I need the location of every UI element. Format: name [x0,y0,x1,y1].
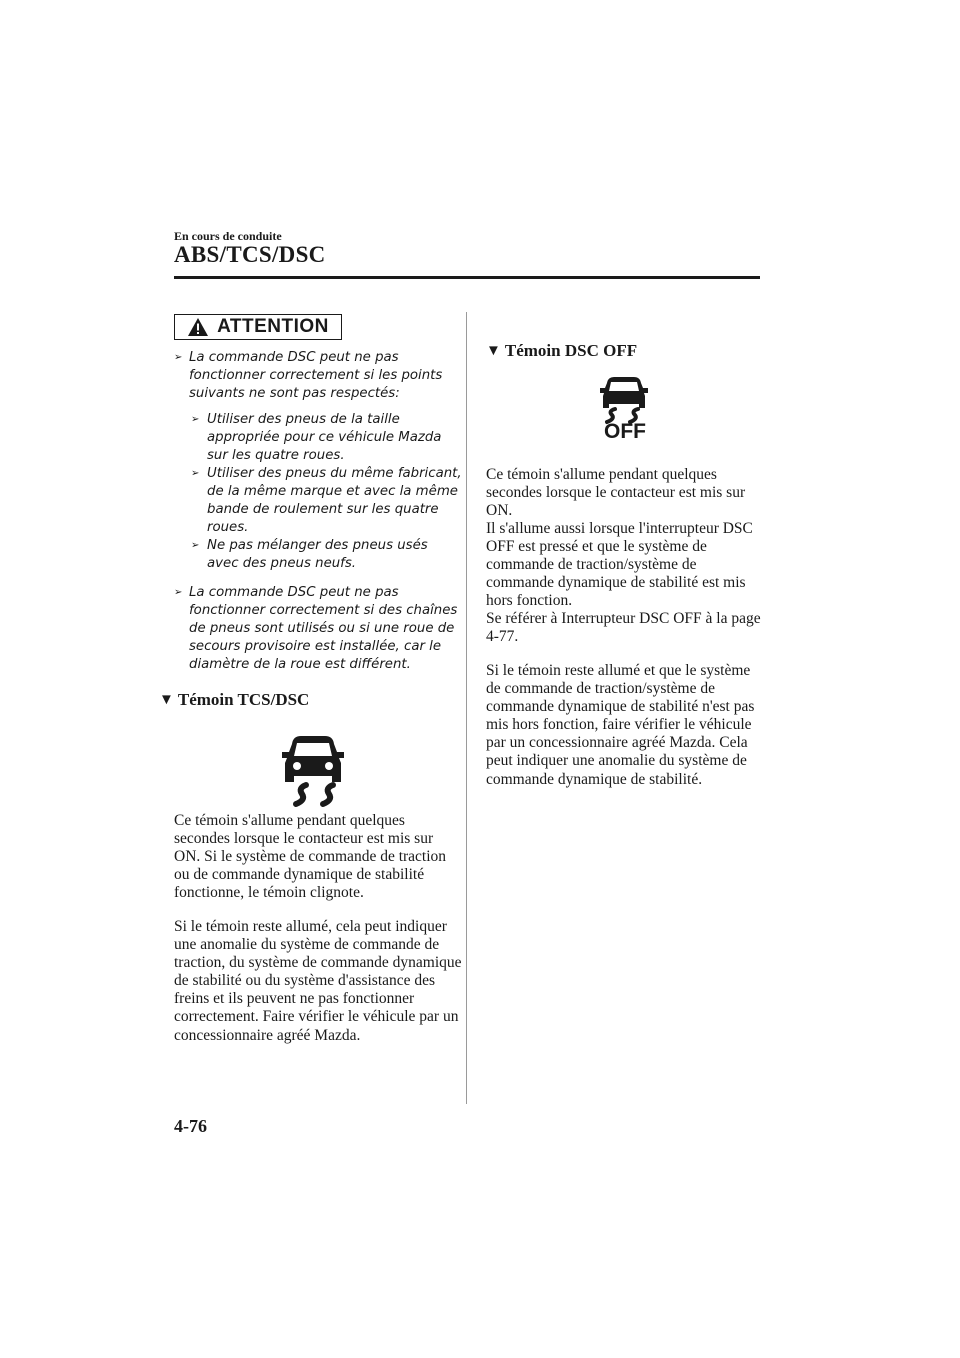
attention-bullets [174,349,462,674]
dsc-off-heading [486,341,637,361]
attention-sub-bullet [191,465,462,537]
heading-marker-icon: ▼ [159,691,174,708]
attention-sub-bullet [191,411,462,465]
column-divider [466,312,467,1104]
bullet-text: Ne pas mélanger des pneus usés avec des pneus neufs. [207,538,428,571]
dsc-off-icon-text: OFF [604,420,646,440]
dsc-off-paragraph-4: Si le témoin reste allumé et que le système de commande de traction/système de commande dynamique de stabilité n'est pas mis hors fonction, faire vérifier le véhicule par un concessionnaire agréé Mazda. Cela peut indiquer une anomalie du système de commande dynamique de stabilité. [486,662,755,788]
attention-bullet [174,349,462,403]
attention-banner [174,314,342,340]
page-title: ABS/TCS/DSC [174,242,326,267]
bullet-arrow-icon: ➢ [191,414,200,425]
bullet-text: Utiliser des pneus de la taille appropriée pour ce véhicule Mazda sur les quatre roues. [207,412,442,463]
bullet-arrow-icon: ➢ [174,587,183,598]
dsc-off-paragraph-2: Il s'allume aussi lorsque l'interrupteur DSC OFF est pressé et que le système de commande de traction/système de commande dynamique de stabilité est mis hors fonction. [486,520,753,610]
warning-triangle-icon [187,317,209,337]
tcs-dsc-indicator-icon [276,730,350,808]
dsc-off-paragraph-1: Ce témoin s'allume pendant quelques secondes lorsque le contacteur est mis sur ON. [486,466,746,520]
attention-label: ATTENTION [217,316,329,337]
bullet-text: La commande DSC peut ne pas fonctionner correctement si des chaînes de pneus sont utilisés ou si une roue de secours provisoire est installée, car le diamètre de la roue est différent. [189,585,458,672]
header-rule [174,276,760,279]
tcs-dsc-paragraph-1: Ce témoin s'allume pendant quelques secondes lorsque le contacteur est mis sur ON. Si le système de commande de traction ou de commande dynamique de stabilité fonctionne, le témoin clignote. [174,812,447,902]
bullet-arrow-icon: ➢ [191,468,200,479]
bullet-text: Utiliser des pneus du même fabricant, de la même marque et avec la même bande de roulement sur les quatre roues. [207,466,462,535]
dsc-off-indicator-icon [588,374,662,440]
page-number: 4-76 [174,1116,207,1136]
section-label: En cours de conduite [174,229,282,243]
heading-text: Témoin DSC OFF [504,341,638,360]
attention-bullet [174,584,462,674]
bullet-arrow-icon: ➢ [191,540,200,551]
bullet-text: La commande DSC peut ne pas fonctionner correctement si les points suivants ne sont pas respectés: [189,350,443,401]
tcs-dsc-heading [159,690,309,710]
bullet-arrow-icon: ➢ [174,352,183,363]
heading-text: Témoin TCS/DSC [177,690,310,709]
dsc-off-paragraph-3: Se référer à Interrupteur DSC OFF à la page 4-77. [486,610,761,646]
heading-marker-icon: ▼ [486,342,501,359]
tcs-dsc-paragraph-2: Si le témoin reste allumé, cela peut indiquer une anomalie du système de commande de traction, du système de commande dynamique de stabilité ou du système d'assistance des freins et ils peuvent ne pas fonctionner correctement. Faire vérifier le véhicule par un concessionnaire agréé Mazda. [174,918,462,1044]
attention-sub-bullet [191,537,462,573]
